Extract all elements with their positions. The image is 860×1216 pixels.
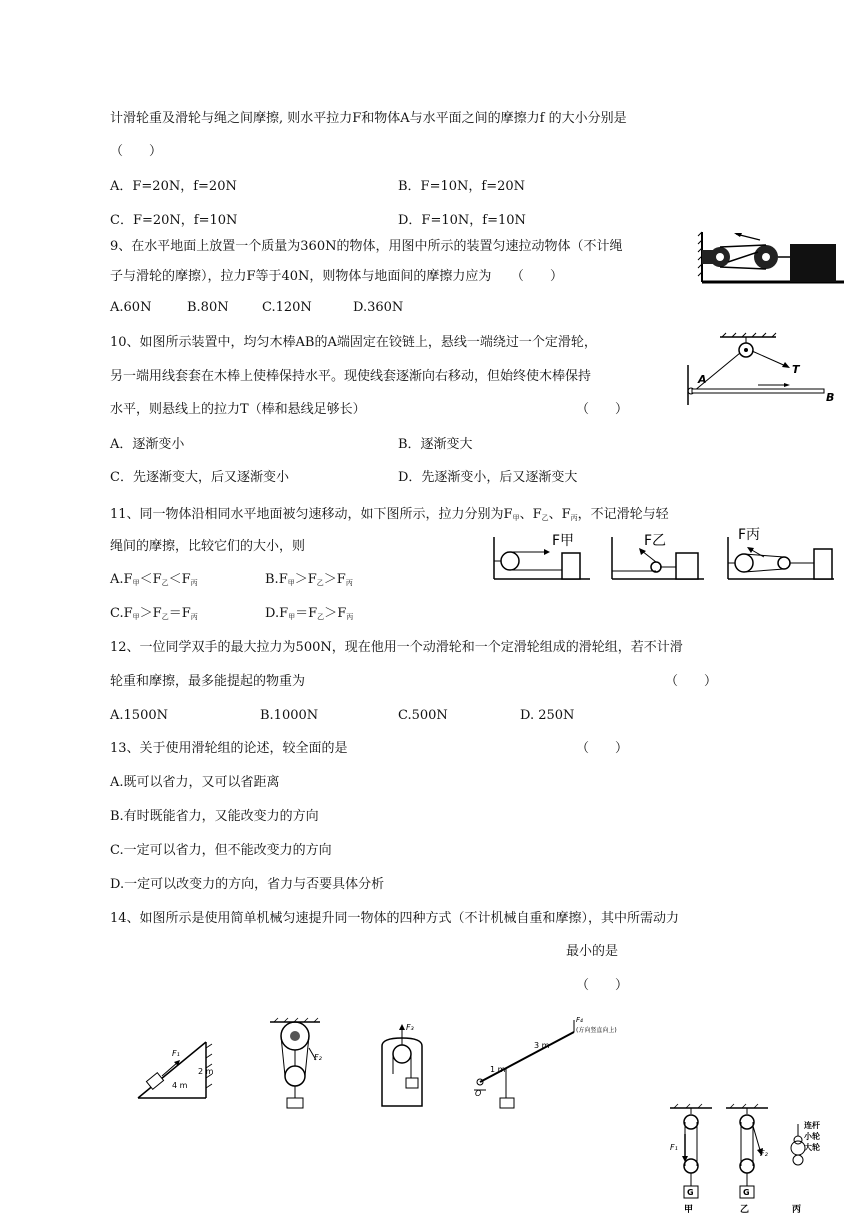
q14-label-4m: 4 m [172,1081,188,1090]
bottom-g-jia: G [687,1188,694,1197]
q9-stem-line-1: 9、在水平地面上放置一个质量为360N的物体，用图中所示的装置匀速拉动物体（不计绳 [110,239,623,254]
q8-option-d: D．F=10N，f=10N [398,213,526,228]
q11-three-setups-figure [488,521,838,585]
q12-option-b: B.1000N [260,708,319,723]
q13-option-b: B.有时既能省力，又能改变力的方向 [110,809,319,824]
q10-lever-figure [680,333,840,413]
q11-stem-part-2: 、F [519,507,542,522]
bottom-g-yi: G [743,1188,750,1197]
q10-option-b: B．逐渐变大 [398,437,473,452]
q14-label-f4-note: (方向竖直向上) [576,1027,617,1034]
q11-sub-jia: 甲 [512,514,520,522]
bottom-label-bing: 丙 [792,1205,802,1215]
bottom-pulleys-figure [664,1104,844,1216]
q11-option-c: $C.F_甲>F_乙=F_丙$ [110,606,198,621]
q12-answer-paren: （ ） [665,674,718,689]
q9-option-d: D.360N [353,300,404,315]
q12-option-a: A.1500N [110,708,168,723]
q9-pulley-figure [698,226,846,288]
q10-option-c: C．先逐渐变大，后又逐渐变小 [110,470,289,485]
q10-stem-line-1: 10、如图所示装置中，均匀木棒AB的A端固定在铰链上，悬线一端绕过一个定滑轮， [110,335,597,350]
q11-option-b: $B.F_甲>F_乙>F_丙$ [265,572,353,587]
q11-sub-yi: 乙 [541,514,549,522]
q13-stem: 13、关于使用滑轮组的论述，较全面的是 [110,741,348,756]
q10-label-a: A [698,373,707,386]
bottom-f1: F₁ [670,1143,678,1152]
q10-option-a: A．逐渐变小 [110,437,185,452]
q14-label-f4: F₄ [576,1016,583,1024]
q10-stem-line-3: 水平，则悬线上的拉力T（棒和悬线足够长） [110,402,366,417]
bottom-note-2: 小轮 [804,1132,820,1141]
q14-stem-line-2: 最小的是 [566,944,619,959]
q14-label-f2: F₂ [314,1053,322,1062]
q11-label-f-yi: F乙 [644,533,667,549]
q12-stem-line-2: 轮重和摩擦，最多能提起的物重为 [110,674,306,689]
q11-stem-line-2: 绳间的摩擦，比较它们的大小，则 [110,539,306,554]
q8-option-b: B．F=10N，f=20N [398,179,526,194]
q8-option-a: A．F=20N，f=20N [110,179,237,194]
q14-label-3m: 3 m [534,1041,550,1050]
q14-label-o: O [475,1089,482,1098]
bottom-note-1: 连杆 [804,1121,820,1130]
q13-option-d: D.一定可以改变力的方向，省力与否要具体分析 [110,877,385,892]
q14-label-f3: F₃ [406,1023,414,1032]
q11-sub-bing: 丙 [570,514,578,522]
q12-option-c: C.500N [398,708,448,723]
q13-answer-paren: （ ） [576,741,629,756]
q8-stem-line: 计滑轮重及滑轮与绳之间摩擦, 则水平拉力F和物体A与水平面之间的摩擦力f 的大小分别是 [110,111,627,126]
q13-option-a: A.既可以省力，又可以省距离 [110,775,280,790]
q14-label-f1: F₁ [172,1049,180,1058]
q14-answer-paren: （ ） [576,978,629,993]
q12-option-d: D. 250N [520,708,575,723]
bottom-f2: F₂ [760,1149,768,1158]
q14-stem-line-1: 14、如图所示是使用简单机械匀速提升同一物体的四种方式（不计机械自重和摩擦），其中所需动力 [110,911,680,926]
q10-label-t: T [792,363,800,376]
bottom-note-3: 大轮 [804,1143,820,1152]
q10-label-b: B [826,391,835,404]
q11-stem-part-4: ，不记滑轮与轻 [577,507,669,522]
bottom-label-jia: 甲 [684,1205,694,1215]
q11-stem-part-3: 、F [548,507,571,522]
q11-option-a: $A.F_甲<F_乙<F_丙$ [110,572,198,587]
q11-option-d: $D.F_甲=F_乙>F_丙$ [265,606,354,621]
q11-label-f-bing: F丙 [738,527,761,543]
q10-option-d: D．先逐渐变小，后又逐渐变大 [398,470,578,485]
q8-answer-paren: （ ） [110,144,163,159]
q9-option-b: B.80N [187,300,229,315]
q14-label-1m: 1 m [490,1065,506,1074]
q14-four-methods-figure [134,1014,617,1114]
q12-stem-line-1: 12、一位同学双手的最大拉力为500N，现在他用一个动滑轮和一个定滑轮组成的滑轮组，若不计滑 [110,640,683,655]
q10-answer-paren: （ ） [576,402,629,417]
q9-option-a: A.60N [110,300,152,315]
q13-option-c: C.一定可以省力，但不能改变力的方向 [110,843,332,858]
q14-label-2m: 2 m [198,1067,214,1076]
q8-option-c: C．F=20N，f=10N [110,213,238,228]
q9-stem-line-2: 子与滑轮的摩擦），拉力F等于40N，则物体与地面间的摩擦力应为 （ ） [110,269,563,284]
bottom-label-yi: 乙 [740,1205,750,1215]
q11-label-f-jia: F甲 [552,533,575,549]
q11-stem-part-1: 11、同一物体沿相同水平地面被匀速移动，如下图所示，拉力分别为F [110,507,513,522]
q10-stem-line-2: 另一端用线套套在木棒上使棒保持水平。现使线套逐渐向右移动，但始终使木棒保持 [110,369,592,384]
q9-option-c: C.120N [262,300,312,315]
